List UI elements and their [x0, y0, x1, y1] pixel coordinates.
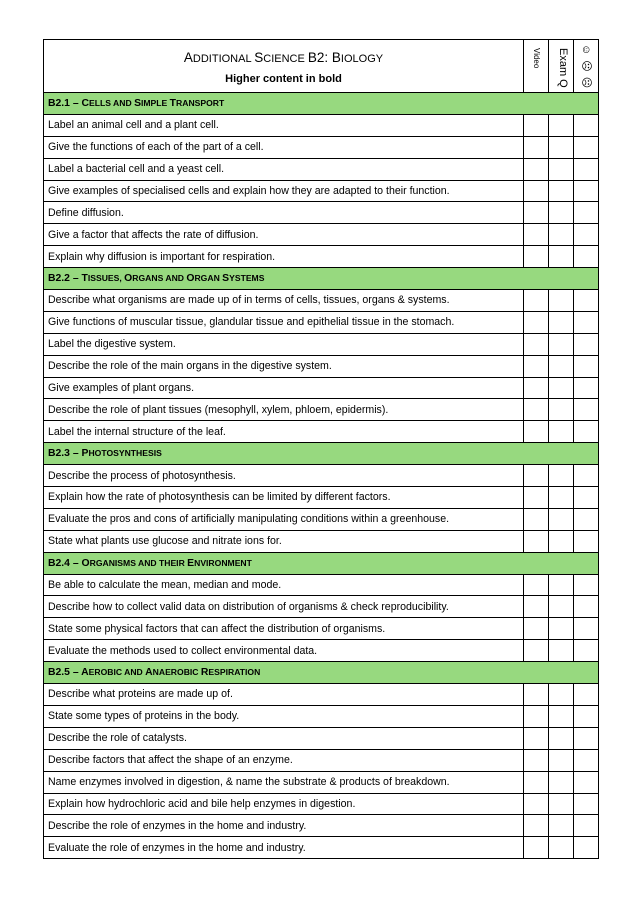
title-part: A: [81, 667, 89, 679]
video-checkbox-cell[interactable]: [524, 136, 549, 158]
rating-checkbox-cell[interactable]: [574, 749, 599, 771]
rating-checkbox-cell[interactable]: [574, 224, 599, 246]
title-part: IMPLE: [141, 97, 170, 108]
rating-checkbox-cell[interactable]: [574, 136, 599, 158]
exam-checkbox-cell[interactable]: [549, 530, 574, 552]
title-part: ESPIRATION: [208, 667, 261, 678]
objective-row: [44, 224, 599, 246]
video-checkbox-cell[interactable]: [524, 487, 549, 509]
title-part: O: [124, 273, 133, 285]
exam-checkbox-cell[interactable]: [549, 837, 574, 859]
exam-checkbox-cell[interactable]: [549, 180, 574, 202]
video-checkbox-cell[interactable]: [524, 815, 549, 837]
objective-row: [44, 290, 599, 312]
title-part: NAEROBIC: [152, 667, 201, 678]
exam-checkbox-cell[interactable]: [549, 465, 574, 487]
rating-checkbox-cell[interactable]: [574, 618, 599, 640]
objective-text: Be able to calculate the mean, median and mode.: [44, 574, 524, 596]
rating-checkbox-cell[interactable]: [574, 508, 599, 530]
rating-checkbox-cell[interactable]: [574, 596, 599, 618]
rating-checkbox-cell[interactable]: [574, 311, 599, 333]
document-title: [44, 50, 523, 65]
rating-checkbox-cell[interactable]: [574, 837, 599, 859]
exam-checkbox-cell[interactable]: [549, 246, 574, 268]
section-header-row: [44, 662, 599, 684]
objective-row: [44, 837, 599, 859]
objective-text: Label the digestive system.: [44, 333, 524, 355]
rating-checkbox-cell[interactable]: [574, 793, 599, 815]
rating-checkbox-cell[interactable]: [574, 180, 599, 202]
rating-checkbox-cell[interactable]: [574, 487, 599, 509]
title-part: T: [81, 273, 88, 285]
title-part: A: [183, 49, 193, 65]
objective-text: Evaluate the methods used to collect environmental data.: [44, 640, 524, 662]
title-part: DDITIONAL: [192, 52, 255, 65]
section-title: [44, 662, 599, 684]
rating-checkbox-cell[interactable]: [574, 333, 599, 355]
video-checkbox-cell[interactable]: [524, 618, 549, 640]
title-part: O: [81, 557, 90, 569]
rating-checkbox-cell[interactable]: [574, 530, 599, 552]
title-cell: [44, 40, 524, 93]
rating-checkbox-cell[interactable]: [574, 727, 599, 749]
exam-checkbox-cell[interactable]: [549, 618, 574, 640]
video-checkbox-cell[interactable]: [524, 574, 549, 596]
objective-row: [44, 377, 599, 399]
objective-text: Describe the role of catalysts.: [44, 727, 524, 749]
objective-row: [44, 246, 599, 268]
section-title: [44, 268, 599, 290]
title-part: A: [145, 667, 153, 679]
objective-row: [44, 574, 599, 596]
objective-row: [44, 487, 599, 509]
objective-text: Describe factors that affect the shape of an enzyme.: [44, 749, 524, 771]
rating-checkbox-cell[interactable]: [574, 202, 599, 224]
section-title: [44, 93, 599, 115]
exam-checkbox-cell[interactable]: [549, 114, 574, 136]
section-title: [44, 443, 599, 465]
objective-text: Give the functions of each of the part of a cell.: [44, 136, 524, 158]
exam-checkbox-cell[interactable]: [549, 815, 574, 837]
exam-checkbox-cell[interactable]: [549, 355, 574, 377]
objective-row: [44, 399, 599, 421]
objective-text: Describe the role of enzymes in the home and industry.: [44, 815, 524, 837]
exam-checkbox-cell[interactable]: [549, 749, 574, 771]
objective-text: Explain how the rate of photosynthesis can be limited by different factors.: [44, 487, 524, 509]
video-checkbox-cell[interactable]: [524, 727, 549, 749]
video-checkbox-cell[interactable]: [524, 771, 549, 793]
title-part: C: [81, 97, 90, 109]
video-checkbox-cell[interactable]: [524, 530, 549, 552]
objective-row: [44, 508, 599, 530]
title-part: RGANISMS AND THEIR: [89, 557, 188, 568]
title-part: RANSPORT: [176, 97, 225, 108]
section-header-row: [44, 268, 599, 290]
rating-checkbox-cell[interactable]: [574, 705, 599, 727]
exam-checkbox-cell[interactable]: [549, 202, 574, 224]
exam-checkbox-cell[interactable]: [549, 508, 574, 530]
section-header-row: [44, 552, 599, 574]
rating-checkbox-cell[interactable]: [574, 399, 599, 421]
video-checkbox-cell[interactable]: [524, 421, 549, 443]
video-checkbox-cell[interactable]: [524, 749, 549, 771]
video-checkbox-cell[interactable]: [524, 311, 549, 333]
exam-checkbox-cell[interactable]: [549, 487, 574, 509]
video-column-header: [524, 40, 549, 93]
exam-checkbox-cell[interactable]: [549, 574, 574, 596]
exam-checkbox-cell[interactable]: [549, 596, 574, 618]
rating-faces-icon: ☺ ☹ ☹: [580, 44, 592, 90]
video-checkbox-cell[interactable]: [524, 793, 549, 815]
objective-text: Define diffusion.: [44, 202, 524, 224]
exam-checkbox-cell[interactable]: [549, 421, 574, 443]
title-part: T: [169, 97, 177, 109]
title-part: YSTEMS: [229, 273, 265, 284]
title-part: P: [81, 448, 89, 460]
exam-checkbox-cell[interactable]: [549, 771, 574, 793]
objective-text: State some physical factors that can affect the distribution of organisms.: [44, 618, 524, 640]
title-part: EROBIC AND: [88, 667, 146, 678]
title-part: CIENCE: [263, 52, 308, 65]
objective-text: Give examples of plant organs.: [44, 377, 524, 399]
objective-row: [44, 202, 599, 224]
objective-row: [44, 180, 599, 202]
objective-text: Give a factor that affects the rate of diffusion.: [44, 224, 524, 246]
video-checkbox-cell[interactable]: [524, 114, 549, 136]
objective-row: [44, 421, 599, 443]
objective-text: State some types of proteins in the body.: [44, 705, 524, 727]
header-row: [44, 40, 599, 93]
title-part: HOTOSYNTHESIS: [88, 448, 162, 459]
video-checkbox-cell[interactable]: [524, 508, 549, 530]
rating-column-header: [574, 40, 599, 93]
exam-checkbox-cell[interactable]: [549, 399, 574, 421]
objective-row: [44, 158, 599, 180]
subtitle: Higher content in bold: [225, 72, 342, 85]
objective-row: [44, 684, 599, 706]
rating-checkbox-cell[interactable]: [574, 290, 599, 312]
title-part: E: [187, 557, 195, 569]
exam-checkbox-cell[interactable]: [549, 793, 574, 815]
objective-row: [44, 815, 599, 837]
video-checkbox-cell[interactable]: [524, 246, 549, 268]
objective-text: Explain why diffusion is important for respiration.: [44, 246, 524, 268]
objective-text: Give examples of specialised cells and explain how they are adapted to their function.: [44, 180, 524, 202]
video-checkbox-cell[interactable]: [524, 465, 549, 487]
objective-row: [44, 114, 599, 136]
video-checkbox-cell[interactable]: [524, 202, 549, 224]
objective-row: [44, 705, 599, 727]
exam-checkbox-cell[interactable]: [549, 311, 574, 333]
exam-checkbox-cell[interactable]: [549, 136, 574, 158]
exam-checkbox-cell[interactable]: [549, 333, 574, 355]
section-code: B2.2 –: [48, 273, 82, 285]
rating-checkbox-cell[interactable]: [574, 114, 599, 136]
objective-text: Evaluate the pros and cons of artificially manipulating conditions within a greenhouse.: [44, 508, 524, 530]
objective-row: [44, 749, 599, 771]
title-part: S: [254, 49, 264, 65]
objective-text: Describe how to collect valid data on distribution of organisms & check reproducibility.: [44, 596, 524, 618]
title-part: ISSUES,: [87, 273, 125, 284]
video-label: Video: [532, 48, 541, 69]
title-part: S: [222, 273, 230, 285]
objective-text: Label an animal cell and a plant cell.: [44, 114, 524, 136]
objective-row: [44, 618, 599, 640]
exam-checkbox-cell[interactable]: [549, 377, 574, 399]
objective-text: Evaluate the role of enzymes in the home and industry.: [44, 837, 524, 859]
exam-checkbox-cell[interactable]: [549, 727, 574, 749]
objective-row: [44, 530, 599, 552]
objective-text: Name enzymes involved in digestion, & name the substrate & products of breakdown.: [44, 771, 524, 793]
objective-row: [44, 355, 599, 377]
rating-checkbox-cell[interactable]: [574, 421, 599, 443]
objective-row: [44, 311, 599, 333]
video-checkbox-cell[interactable]: [524, 596, 549, 618]
objective-text: Describe what proteins are made up of.: [44, 684, 524, 706]
rating-checkbox-cell[interactable]: [574, 377, 599, 399]
objective-text: Describe the role of plant tissues (mesophyll, xylem, phloem, epidermis).: [44, 399, 524, 421]
objective-text: Describe the role of the main organs in the digestive system.: [44, 355, 524, 377]
objective-text: Describe what organisms are made up of in terms of cells, tissues, organs & systems.: [44, 290, 524, 312]
rating-checkbox-cell[interactable]: [574, 771, 599, 793]
objective-row: [44, 771, 599, 793]
rating-checkbox-cell[interactable]: [574, 684, 599, 706]
exam-checkbox-cell[interactable]: [549, 705, 574, 727]
title-part: B2: B: [307, 49, 341, 65]
exam-checkbox-cell[interactable]: [549, 640, 574, 662]
objective-text: Label the internal structure of the leaf.: [44, 421, 524, 443]
rating-checkbox-cell[interactable]: [574, 640, 599, 662]
rating-checkbox-cell[interactable]: [574, 574, 599, 596]
section-code: B2.3 –: [48, 448, 82, 460]
objective-text: Explain how hydrochloric acid and bile help enzymes in digestion.: [44, 793, 524, 815]
video-checkbox-cell[interactable]: [524, 224, 549, 246]
video-checkbox-cell[interactable]: [524, 180, 549, 202]
rating-checkbox-cell[interactable]: [574, 465, 599, 487]
objective-row: [44, 465, 599, 487]
title-part: RGAN: [194, 273, 223, 284]
section-code: B2.4 –: [48, 557, 82, 569]
exam-label: Exam Q: [557, 48, 569, 88]
objective-row: [44, 793, 599, 815]
checklist-table: [43, 39, 599, 859]
title-part: RGANS AND: [132, 273, 187, 284]
rating-checkbox-cell[interactable]: [574, 355, 599, 377]
exam-checkbox-cell[interactable]: [549, 224, 574, 246]
section-header-row: [44, 93, 599, 115]
rating-checkbox-cell[interactable]: [574, 158, 599, 180]
objective-row: [44, 596, 599, 618]
exam-column-header: [549, 40, 574, 93]
section-title: [44, 552, 599, 574]
section-header-row: [44, 443, 599, 465]
objective-text: Give functions of muscular tissue, glandular tissue and epithelial tissue in the stomach.: [44, 311, 524, 333]
objective-row: [44, 727, 599, 749]
objective-text: State what plants use glucose and nitrate ions for.: [44, 530, 524, 552]
rating-checkbox-cell[interactable]: [574, 815, 599, 837]
video-checkbox-cell[interactable]: [524, 399, 549, 421]
video-checkbox-cell[interactable]: [524, 705, 549, 727]
video-checkbox-cell[interactable]: [524, 837, 549, 859]
video-checkbox-cell[interactable]: [524, 158, 549, 180]
exam-checkbox-cell[interactable]: [549, 158, 574, 180]
exam-checkbox-cell[interactable]: [549, 290, 574, 312]
title-part: ELLS AND: [89, 97, 135, 108]
section-code: B2.5 –: [48, 667, 82, 679]
title-part: NVIRONMENT: [194, 557, 252, 568]
title-part: R: [200, 667, 209, 679]
section-code: B2.1 –: [48, 97, 82, 109]
objective-text: Describe the process of photosynthesis.: [44, 465, 524, 487]
objective-text: Label a bacterial cell and a yeast cell.: [44, 158, 524, 180]
objective-row: [44, 333, 599, 355]
video-checkbox-cell[interactable]: [524, 684, 549, 706]
title-part: O: [186, 273, 195, 285]
objective-row: [44, 136, 599, 158]
title-part: IOLOGY: [340, 52, 384, 65]
rating-checkbox-cell[interactable]: [574, 246, 599, 268]
objective-row: [44, 640, 599, 662]
video-checkbox-cell[interactable]: [524, 333, 549, 355]
video-checkbox-cell[interactable]: [524, 290, 549, 312]
title-part: S: [134, 97, 142, 109]
video-checkbox-cell[interactable]: [524, 640, 549, 662]
exam-checkbox-cell[interactable]: [549, 684, 574, 706]
video-checkbox-cell[interactable]: [524, 377, 549, 399]
video-checkbox-cell[interactable]: [524, 355, 549, 377]
